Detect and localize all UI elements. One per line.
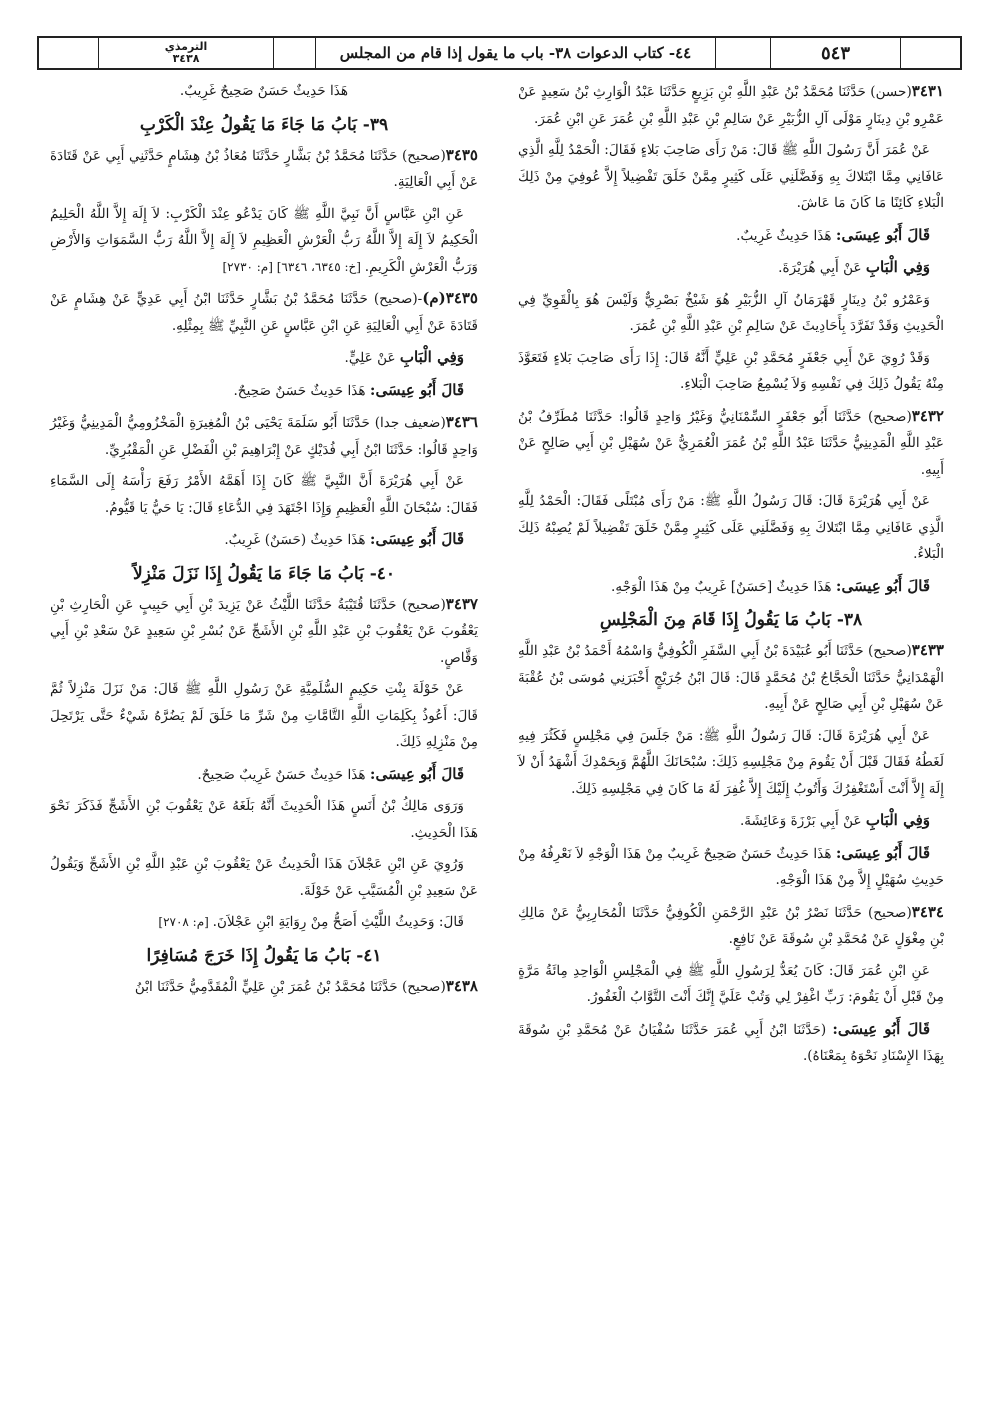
commentary-paragraph — [518, 840, 944, 894]
commentary-paragraph — [518, 807, 944, 835]
hadith-number: ٣٤٣٣ — [911, 641, 944, 659]
commentary-paragraph — [518, 222, 944, 250]
hadith-paragraph — [50, 409, 478, 463]
header-cell-empty — [274, 38, 316, 68]
commentary-text: هَذَا حَدِيثٌ غَرِيبٌ. — [736, 227, 836, 244]
commentary-paragraph — [518, 573, 944, 601]
hadith-chain: (صحيح) حَدَّثَنَا مُحَمَّدُ بْنُ عُمَرَ بْنِ عَلِيٍّ الْمُقَدَّمِيُّ حَدَّثَنَا ابْنُ — [134, 978, 446, 995]
paragraph-text: قَالَ: وَحَدِيثُ اللَّيْثِ أَصَحُّ مِنْ رِوَايَةِ ابْنِ عَجْلاَنَ. — [212, 914, 464, 930]
header-cell-empty — [39, 38, 99, 68]
paragraph-text: عَنْ أَبِي هُرَيْرَةَ أَنَّ النَّبِيَّ ﷺ كَانَ إِذَا أَهَمَّهُ الأَمْرُ رَفَعَ رَأْسَهُ إِلَى السَّمَاءِ فَقَالَ: سُبْحَانَ اللَّهِ الْعَظِيمِ وَإِذَا اجْتَهَدَ فِي الدُّعَاءِ قَالَ: يَا حَيُّ يَا قَيُّومُ. — [50, 473, 478, 516]
header-cell-empty — [716, 38, 771, 68]
text-paragraph — [50, 201, 478, 281]
text-paragraph — [50, 909, 478, 936]
commentary-text: هَذَا حَدِيثٌ حَسَنٌ صَحِيحٌ. — [233, 382, 370, 399]
commentary-paragraph — [50, 377, 478, 405]
hadith-number: ٣٤٣٥ — [445, 145, 478, 164]
commentary-label: قَالَ أَبُو عِيسَى: — [369, 380, 464, 399]
commentary-paragraph — [50, 761, 478, 789]
hadith-chain: (حسن) حَدَّثَنَا مُحَمَّدُ بْنُ عَبْدِ اللَّهِ بْنِ بَزِيعٍ حَدَّثَنَا عَبْدُ الْوَارِثِ بْنُ سَعِيدٍ عَنْ عَمْرِو بْنِ دِينَارٍ مَوْلَى آلِ الزُّبَيْرِ عَنْ سَالِمِ بْنِ عَبْدِ اللَّهِ بْنِ عُمَرَ عَنِ ابْنِ عُمَرَ. — [518, 84, 944, 127]
hadith-paragraph — [50, 142, 478, 196]
commentary-label: قَالَ أَبُو عِيسَى: — [835, 576, 930, 595]
hadith-number: ٣٤٣٨ — [445, 976, 478, 995]
hadith-number: ٣٤٣٢ — [911, 406, 944, 425]
commentary-label: وَفِي الْبَابِ — [865, 811, 930, 829]
hadith-number: ٣٤٣٧ — [445, 594, 478, 613]
paragraph-text: وَرَوَى مَالِكُ بْنُ أَنَسٍ هَذَا الْحَدِيثَ أَنَّهُ بَلَغَهُ عَنْ يَعْقُوبَ بْنِ الأَشَجِّ فَذَكَرَ نَحْوَ هَذَا الْحَدِيثِ. — [50, 798, 478, 841]
header-book-cell — [99, 38, 274, 68]
commentary-paragraph — [50, 344, 478, 372]
text-paragraph — [50, 676, 478, 756]
paragraph-text: عَنْ عُمَرَ أَنَّ رَسُولَ اللَّهِ ﷺ قَالَ: مَنْ رَأَى صَاحِبَ بَلاءٍ فَقَالَ: الْحَمْدُ لِلَّهِ الَّذِي عَافَانِي مِمَّا ابْتَلاكَ بِهِ وَفَضَّلَنِي عَلَى كَثِيرٍ مِمَّنْ خَلَقَ تَفْضِيلاً إِلاَّ عُوفِيَ مِنْ ذَلِكَ الْبَلاءِ كَائِنًا مَا كَانَ مَا عَاشَ. — [518, 142, 944, 211]
hadith-paragraph — [518, 637, 944, 718]
chapter-heading: ٤٠- بَابُ مَا جَاءَ مَا يَقُولُ إِذَا نَزَلَ مَنْزِلاً — [132, 563, 396, 584]
hadith-number: ٣٤٣١ — [911, 82, 944, 100]
hadith-paragraph — [518, 403, 944, 484]
hadith-chain: (صحيح) حَدَّثَنَا مُحَمَّدُ بْنُ بَشَّارٍ حَدَّثَنَا مُعَاذُ بْنُ هِشَامٍ حَدَّثَنِي أَبِي عَنْ قَتَادَةَ عَنْ أَبِي الْعَالِيَةِ. — [50, 147, 478, 190]
hadith-paragraph — [518, 899, 944, 953]
text-paragraph — [518, 287, 944, 340]
text-paragraph — [518, 723, 944, 803]
chapter-heading: ٣٩- بَابُ مَا جَاءَ مَا يَقُولُ عِنْدَ الْكَرْبِ — [139, 114, 389, 135]
hadith-chain: (صحيح) حَدَّثَنَا أَبُو جَعْفَرٍ السِّمْنَانِيُّ وَغَيْرُ وَاحِدٍ قَالُوا: حَدَّثَنَا مُطَرِّفُ بْنُ عَبْدِ اللَّهِ الْمَدِينِيُّ حَدَّثَنَا عَبْدُ اللَّهِ بْنُ عُمَرَ الْعُمَرِيُّ عَنْ سُهَيْلِ بْنِ أَبِي صَالِحٍ عَنْ أَبِيهِ. — [518, 408, 944, 478]
hadith-paragraph — [50, 973, 478, 1001]
hadith-chain: (صحيح) حَدَّثَنَا قُتَيْبَةُ حَدَّثَنَا اللَّيْثُ عَنْ يَزِيدَ بْنِ أَبِي حَبِيبٍ عَنِ الْحَارِثِ بْنِ يَعْقُوبَ عَنْ يَعْقُوبَ بْنِ عَبْدِ اللَّهِ بْنِ الأَشَجِّ عَنْ بُسْرِ بْنِ سَعِيدٍ عَنْ سَعْدِ بْنِ أَبِي وَقَّاصٍ. — [50, 596, 478, 666]
header-title: ٤٤- كتاب الدعوات ٣٨- باب ما يقول إذا قام من المجلس — [316, 38, 716, 68]
chapter-heading: ٣٨- بَابُ مَا يَقُولُ إِذَا قَامَ مِنَ الْمَجْلِسِ — [599, 610, 863, 630]
grading-note: هَذَا حَدِيثٌ حَسَنٌ صَحِيحٌ غَرِيبٌ. — [179, 83, 349, 99]
hadith-number: ٣٤٣٥(م) — [422, 289, 478, 307]
hadith-chain: (صحيح) حَدَّثَنَا أَبُو عُبَيْدَةَ بْنُ أَبِي السَّفَرِ الْكُوفِيُّ وَاسْمُهُ أَحْمَدُ بْنُ عَبْدِ اللَّهِ الْهَمْدَانِيُّ حَدَّثَنَا الْحَجَّاجُ بْنُ مُحَمَّدٍ قَالَ: قَالَ ابْنُ جُرَيْجٍ أَخْبَرَنِي مُوسَى بْنُ عُقْبَةَ عَنْ سُهَيْلِ بْنِ أَبِي صَالِحٍ عَنْ أَبِيهِ. — [518, 643, 944, 712]
commentary-paragraph — [518, 1016, 944, 1070]
text-paragraph — [518, 345, 944, 398]
commentary-text: هَذَا حَدِيثٌ حَسَنٌ صَحِيحٌ غَرِيبٌ مِنْ هَذَا الْوَجْهِ لاَ نَعْرِفُهُ مِنْ حَدِيثِ سُهَيْلٍ إِلاَّ مِنْ هَذَا الْوَجْهِ. — [518, 845, 944, 888]
commentary-label: وَفِي الْبَابِ — [399, 348, 464, 366]
right-column — [518, 78, 944, 1075]
commentary-text: هَذَا حَدِيثٌ حَسَنٌ غَرِيبٌ صَحِيحٌ. — [197, 766, 370, 783]
hadith-chain: -(صحيح) حَدَّثَنَا مُحَمَّدُ بْنُ بَشَّارٍ حَدَّثَنَا ابْنُ أَبِي عَدِيٍّ عَنْ هِشَامٍ عَنْ قَتَادَةَ عَنْ أَبِي الْعَالِيَةِ عَنِ ابْنِ عَبَّاسٍ عَنِ النَّبِيِّ ﷺ بِمِثْلِهِ. — [50, 291, 478, 334]
commentary-text: عَنْ عَلِيٍّ. — [344, 350, 400, 366]
commentary-paragraph — [50, 526, 478, 554]
text-paragraph — [518, 488, 944, 568]
header-book-range: ٣٤٣٨ — [172, 52, 200, 65]
text-paragraph — [50, 851, 478, 904]
hadith-number: ٣٤٣٤ — [911, 902, 944, 921]
commentary-text: عَنْ أَبِي هُرَيْرَةَ. — [778, 260, 866, 276]
hadith-chain: (صحيح) حَدَّثَنَا نَصْرُ بْنُ عَبْدِ الرَّحْمَنِ الْكُوفِيُّ حَدَّثَنَا الْمُحَارِبِيُّ عَنْ مَالِكِ بْنِ مِغْوَلٍ عَنْ مُحَمَّدِ بْنِ سُوقَةَ عَنْ نَافِعٍ. — [518, 904, 944, 947]
header-book-name: الترمذي — [164, 40, 208, 54]
commentary-paragraph — [518, 254, 944, 282]
commentary-label: قَالَ أَبُو عِيسَى: — [835, 843, 931, 862]
hadith-number: ٣٤٣٦ — [445, 413, 478, 431]
commentary-label: وَفِي الْبَابِ — [865, 258, 930, 276]
reference-note: [خ: ٦٣٤٥، ٦٣٤٦] [م: ٢٧٣٠] — [222, 259, 365, 274]
paragraph-text: عَنِ ابْنِ عَبَّاسٍ أَنَّ نَبِيَّ اللَّهِ ﷺ كَانَ يَدْعُو عِنْدَ الْكَرْبِ: لاَ إِلَهَ إِلاَّ اللَّهُ الْحَلِيمُ الْحَكِيمُ لاَ إِلَهَ إِلاَّ اللَّهُ رَبُّ الْعَرْشِ الْعَظِيمِ لاَ إِلَهَ إِلاَّ اللَّهُ رَبُّ السَّمَوَاتِ وَالأَرْضِ وَرَبُّ الْعَرْشِ الْكَرِيمِ. — [50, 205, 478, 275]
paragraph-text: عَنْ أَبِي هُرَيْرَةَ قَالَ: قَالَ رَسُولُ اللَّهِ ﷺ: مَنْ رَأَى مُبْتَلًى فَقَالَ: الْحَمْدُ لِلَّهِ الَّذِي عَافَانِي مِمَّا ابْتَلاكَ بِهِ وَفَضَّلَنِي عَلَى كَثِيرٍ مِمَّنْ خَلَقَ تَفْضِيلاً لَمْ يُصِبْهُ ذَلِكَ الْبَلاءُ. — [518, 493, 944, 562]
header-cell-empty — [901, 38, 960, 68]
commentary-text: هَذَا حَدِيثٌ (حَسَنٌ) غَرِيبٌ. — [224, 532, 370, 548]
text-paragraph — [518, 137, 944, 217]
left-column — [50, 78, 478, 1005]
commentary-label: قَالَ أَبُو عِيسَى: — [835, 225, 930, 244]
hadith-chain: (ضعيف جدا) حَدَّثَنَا أَبُو سَلَمَةَ يَحْيَى بْنُ الْمُغِيرَةِ الْمَخْزُومِيُّ الْمَدِينِيُّ وَغَيْرُ وَاحِدٍ قَالُوا: حَدَّثَنَا ابْنُ أَبِي فُدَيْكٍ عَنْ إِبْرَاهِيمَ بْنِ الْفَضْلِ عَنِ الْمَقْبُرِيِّ. — [50, 415, 478, 458]
hadith-paragraph — [50, 591, 478, 672]
hadith-paragraph — [518, 78, 944, 132]
commentary-text: عَنْ أَبِي بَرْزَةَ وَعَائِشَةَ. — [739, 813, 866, 829]
commentary-text: هَذَا حَدِيثٌ [حَسَنٌ] غَرِيبٌ مِنْ هَذَا الْوَجْهِ. — [611, 578, 836, 595]
hadith-paragraph — [50, 285, 478, 339]
chapter-heading: ٤١- بَابُ مَا يَقُولُ إِذَا خَرَجَ مُسَافِرًا — [146, 945, 382, 966]
page-header — [37, 36, 962, 70]
paragraph-text: عَنْ خَوْلَةَ بِنْتِ حَكِيمٍ السُّلَمِيَّةِ عَنْ رَسُولِ اللَّهِ ﷺ قَالَ: مَنْ نَزَلَ مَنْزِلاً ثُمَّ قَالَ: أَعُوذُ بِكَلِمَاتِ اللَّهِ التَّامَّاتِ مِنْ شَرِّ مَا خَلَقَ لَمْ يَضُرَّهُ شَيْءٌ حَتَّى يَرْتَحِلَ مِنْ مَنْزِلِهِ ذَلِكَ. — [50, 681, 478, 750]
commentary-label: قَالَ أَبُو عِيسَى: — [369, 764, 464, 783]
paragraph-text: وَقَدْ رُوِيَ عَنْ أَبِي جَعْفَرٍ مُحَمَّدِ بْنِ عَلِيٍّ أَنَّهُ قَالَ: إِذَا رَأَى صَاحِبَ بَلاءٍ فَتَعَوَّذَ مِنْهُ يَقُولُ ذَلِكَ فِي نَفْسِهِ وَلاَ يُسْمِعُ صَاحِبَ الْبَلاءِ. — [518, 349, 944, 392]
text-paragraph — [50, 793, 478, 846]
text-paragraph — [50, 468, 478, 521]
paragraph-text: عَنْ أَبِي هُرَيْرَةَ قَالَ: قَالَ رَسُولُ اللَّهِ ﷺ: مَنْ جَلَسَ فِي مَجْلِسٍ فَكَثُرَ فِيهِ لَغَطُهُ فَقَالَ قَبْلَ أَنْ يَقُومَ مِنْ مَجْلِسِهِ ذَلِكَ: سُبْحَانَكَ اللَّهُمَّ وَبِحَمْدِكَ أَشْهَدُ أَنْ لاَ إِلَهَ إِلاَّ أَنْتَ أَسْتَغْفِرُكَ وَأَتُوبُ إِلَيْكَ إِلاَّ غُفِرَ لَهُ مَا كَانَ فِي مَجْلِسِهِ ذَلِكَ. — [518, 727, 944, 797]
paragraph-text: وَرُوِيَ عَنِ ابْنِ عَجْلاَنَ هَذَا الْحَدِيثُ عَنْ يَعْقُوبَ بْنِ عَبْدِ اللَّهِ بْنِ الأَشَجِّ وَيَقُولُ عَنْ سَعِيدِ بْنِ الْمُسَيَّبِ عَنْ خَوْلَةَ. — [50, 856, 478, 899]
paragraph-text: عَنِ ابْنِ عُمَرَ قَالَ: كَانَ يُعَدُّ لِرَسُولِ اللَّهِ ﷺ فِي الْمَجْلِسِ الْوَاحِدِ مِائَةُ مَرَّةٍ مِنْ قَبْلِ أَنْ يَقُومَ: رَبِّ اغْفِرْ لِي وَتُبْ عَلَيَّ إِنَّكَ أَنْتَ التَّوَّابُ الْغَفُورُ. — [518, 962, 944, 1005]
commentary-label: قَالَ أَبُو عِيسَى: — [369, 530, 464, 548]
paragraph-text: وَعَمْرُو بْنُ دِينَارٍ قَهْرَمَانُ آلِ الزُّبَيْرِ هُوَ شَيْخٌ بَصْرِيٌّ وَلَيْسَ هُوَ بِالْقَوِيِّ فِي الْحَدِيثِ وَقَدْ تَفَرَّدَ بِأَحَادِيثَ عَنْ سَالِمِ بْنِ عَبْدِ اللَّهِ بْنِ عُمَرَ. — [518, 291, 944, 334]
reference-note: [م: ٢٧٠٨] — [158, 915, 213, 929]
commentary-text: (حَدَّثَنَا ابْنُ أَبِي عُمَرَ حَدَّثَنَا سُفْيَانُ عَنْ مُحَمَّدِ بْنِ سُوقَةَ بِهَذَا الإِسْنَادِ نَحْوَهُ بِمَعْنَاهُ). — [518, 1021, 944, 1064]
text-paragraph — [518, 958, 944, 1011]
commentary-label: قَالَ أَبُو عِيسَى: — [832, 1019, 930, 1038]
page-number: ٥٤٣ — [771, 38, 901, 68]
